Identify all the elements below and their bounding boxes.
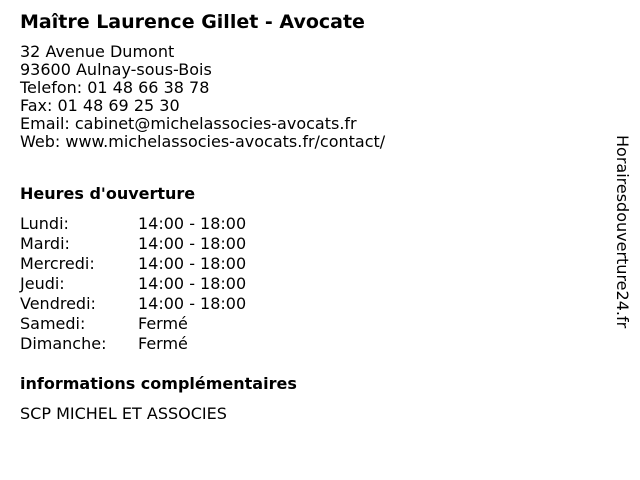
day-hours: Fermé: [138, 314, 188, 333]
hours-row-friday: [20, 294, 246, 314]
hours-row-sunday: [20, 334, 246, 354]
hours-row-saturday: [20, 314, 246, 334]
hours-heading: Heures d'ouverture: [20, 184, 196, 203]
hours-table: [20, 214, 246, 354]
day-label: Mercredi:: [20, 254, 95, 273]
info-text: SCP MICHEL ET ASSOCIES: [20, 404, 227, 423]
fax-number: Fax: 01 48 69 25 30: [20, 96, 180, 115]
phone-number: Telefon: 01 48 66 38 78: [20, 78, 210, 97]
day-label: Jeudi:: [20, 274, 65, 293]
day-hours: 14:00 - 18:00: [138, 274, 247, 293]
day-label: Samedi:: [20, 314, 86, 333]
email-address: Email: cabinet@michelassocies-avocats.fr: [20, 114, 357, 133]
info-heading: informations complémentaires: [20, 374, 297, 393]
site-watermark: Horairesdouverture24.fr: [613, 135, 632, 329]
day-hours: 14:00 - 18:00: [138, 214, 247, 233]
day-label: Lundi:: [20, 214, 69, 233]
day-label: Vendredi:: [20, 294, 96, 313]
day-label: Mardi:: [20, 234, 70, 253]
website-url: Web: www.michelassocies-avocats.fr/contact/: [20, 132, 386, 151]
address-city: 93600 Aulnay-sous-Bois: [20, 60, 212, 79]
contact-block: [20, 43, 385, 151]
day-hours: 14:00 - 18:00: [138, 234, 247, 253]
day-label: Dimanche:: [20, 334, 107, 353]
hours-row-tuesday: [20, 234, 246, 254]
day-hours: Fermé: [138, 334, 188, 353]
day-hours: 14:00 - 18:00: [138, 294, 247, 313]
day-hours: 14:00 - 18:00: [138, 254, 247, 273]
page-title: Maître Laurence Gillet - Avocate: [20, 11, 365, 33]
hours-row-thursday: [20, 274, 246, 294]
hours-row-monday: [20, 214, 246, 234]
hours-row-wednesday: [20, 254, 246, 274]
address-street: 32 Avenue Dumont: [20, 42, 175, 61]
